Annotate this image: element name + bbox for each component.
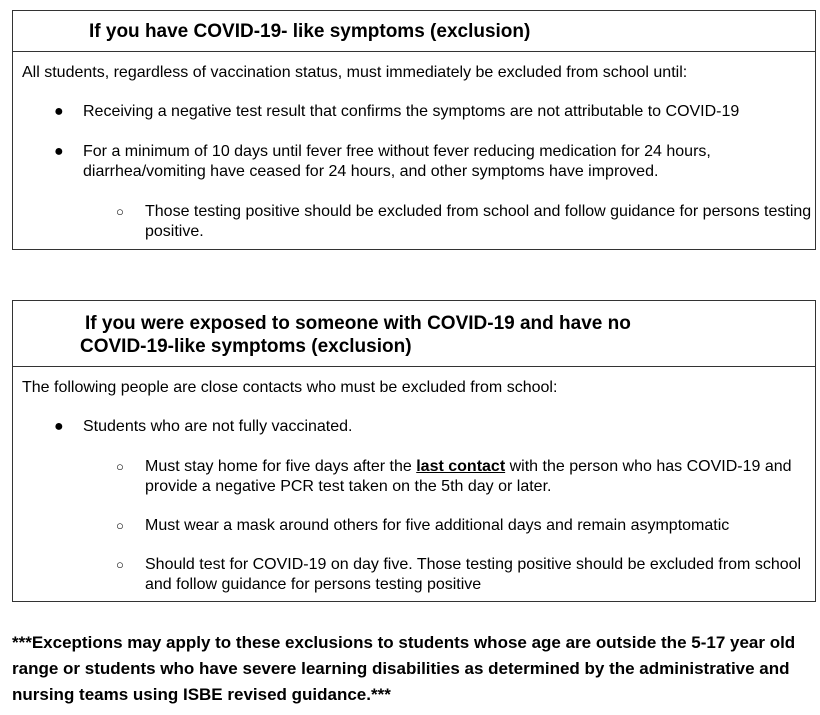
symptoms-bullet-negative-test: Receiving a negative test result that confirms the symptoms are not attributable to COVID-19 bbox=[83, 103, 740, 120]
exposure-exclusion-box bbox=[12, 300, 816, 602]
stay-home-text-pre: Must stay home for five days after the bbox=[145, 458, 417, 475]
exposure-intro: The following people are close contacts who must be excluded from school: bbox=[22, 379, 558, 396]
symptoms-bullet-ten-days: For a minimum of 10 days until fever free without fever reducing medication for 24 hours, diarrhea/vomiting have ceased for 24 hours, and other symptoms have improved. bbox=[83, 143, 711, 180]
exposure-bullet-unvaccinated: Students who are not fully vaccinated. bbox=[83, 418, 353, 435]
symptoms-sub-bullet-positive: Those testing positive should be excluded from school and follow guidance for persons testing positive. bbox=[145, 203, 812, 240]
bullet-glyph: ● bbox=[54, 418, 64, 435]
stay-home-text-post: with the person who has COVID-19 and provide a negative PCR test taken on the 5th day or later. bbox=[145, 458, 792, 495]
symptoms-intro: All students, regardless of vaccination status, must immediately be excluded from school until: bbox=[22, 64, 688, 81]
exposure-sub-bullet-stay-home bbox=[145, 457, 813, 497]
last-contact-link[interactable]: last contact bbox=[416, 458, 506, 475]
exposure-box-title bbox=[13, 301, 815, 367]
exposure-title-line1: If you were exposed to someone with COVID-19 and have no bbox=[85, 313, 631, 334]
sub-bullet-glyph: ○ bbox=[116, 518, 124, 533]
symptoms-exclusion-box bbox=[12, 10, 816, 250]
sub-bullet-glyph: ○ bbox=[116, 204, 124, 219]
symptoms-box-title: If you have COVID-19- like symptoms (exclusion) bbox=[13, 11, 815, 52]
exposure-title-line2: COVID-19-like symptoms (exclusion) bbox=[80, 336, 412, 357]
bullet-glyph: ● bbox=[54, 143, 64, 160]
sub-bullet-glyph: ○ bbox=[116, 557, 124, 572]
bullet-glyph: ● bbox=[54, 103, 64, 120]
exceptions-note: ***Exceptions may apply to these exclusions to students whose age are outside the 5-17 year old range or students who have severe learning disabilities as determined by the administrative and nursing teams using ISBE revised guidance.*** bbox=[12, 633, 796, 704]
exposure-sub-bullet-test: Should test for COVID-19 on day five. Those testing positive should be excluded from school and follow guidance for persons testing positive bbox=[145, 556, 802, 593]
exposure-sub-bullet-mask: Must wear a mask around others for five additional days and remain asymptomatic bbox=[145, 517, 730, 534]
sub-bullet-glyph: ○ bbox=[116, 459, 124, 474]
